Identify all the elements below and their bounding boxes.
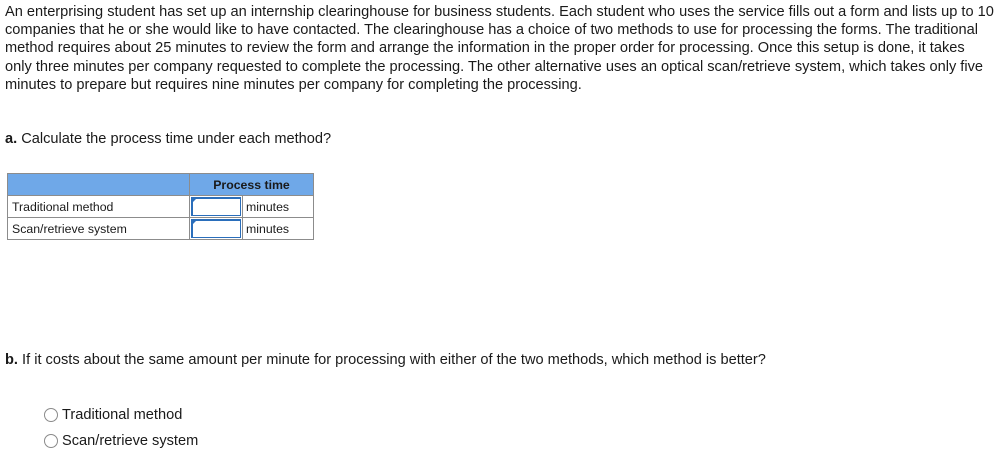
option-label: Traditional method <box>62 407 183 423</box>
question-a-text: Calculate the process time under each method? <box>21 131 332 147</box>
process-time-header: Process time <box>190 174 314 196</box>
option-traditional[interactable] <box>44 402 198 428</box>
question-b <box>5 351 766 369</box>
option-scan-retrieve[interactable] <box>44 428 198 454</box>
traditional-time-cell <box>190 196 243 218</box>
unit-label: minutes <box>243 196 314 218</box>
question-a <box>5 130 331 148</box>
row-label-scan: Scan/retrieve system <box>8 218 190 240</box>
radio-button[interactable] <box>44 434 58 448</box>
table-row <box>8 196 314 218</box>
question-a-label: a. <box>5 131 18 147</box>
question-b-label: b. <box>5 352 18 368</box>
table-header-row <box>8 174 314 196</box>
option-label: Scan/retrieve system <box>62 433 199 449</box>
row-label-traditional: Traditional method <box>8 196 190 218</box>
question-b-text: If it costs about the same amount per minute for processing with either of the two methods, which method is better? <box>22 352 766 368</box>
radio-button[interactable] <box>44 408 58 422</box>
traditional-time-input[interactable] <box>191 197 241 216</box>
process-time-table <box>7 173 314 240</box>
header-blank-cell <box>8 174 190 196</box>
table-row <box>8 218 314 240</box>
scan-time-cell <box>190 218 243 240</box>
problem-statement: An enterprising student has set up an internship clearinghouse for business students. Each student who uses the service fills out a form and lists up to 10 companies that he or she would like to have contacted. The clearinghouse has a choice of two methods to use for processing the forms. The traditional method requires about 25 minutes to review the form and arrange the information in the proper order for processing. Once this setup is done, it takes only three minutes per company requested to complete the processing. The other alternative uses an optical scan/retrieve system, which takes only five minutes to prepare but requires nine minutes per company for completing the processing. <box>5 4 994 93</box>
answer-options <box>44 402 198 454</box>
unit-label: minutes <box>243 218 314 240</box>
scan-time-input[interactable] <box>191 219 241 238</box>
